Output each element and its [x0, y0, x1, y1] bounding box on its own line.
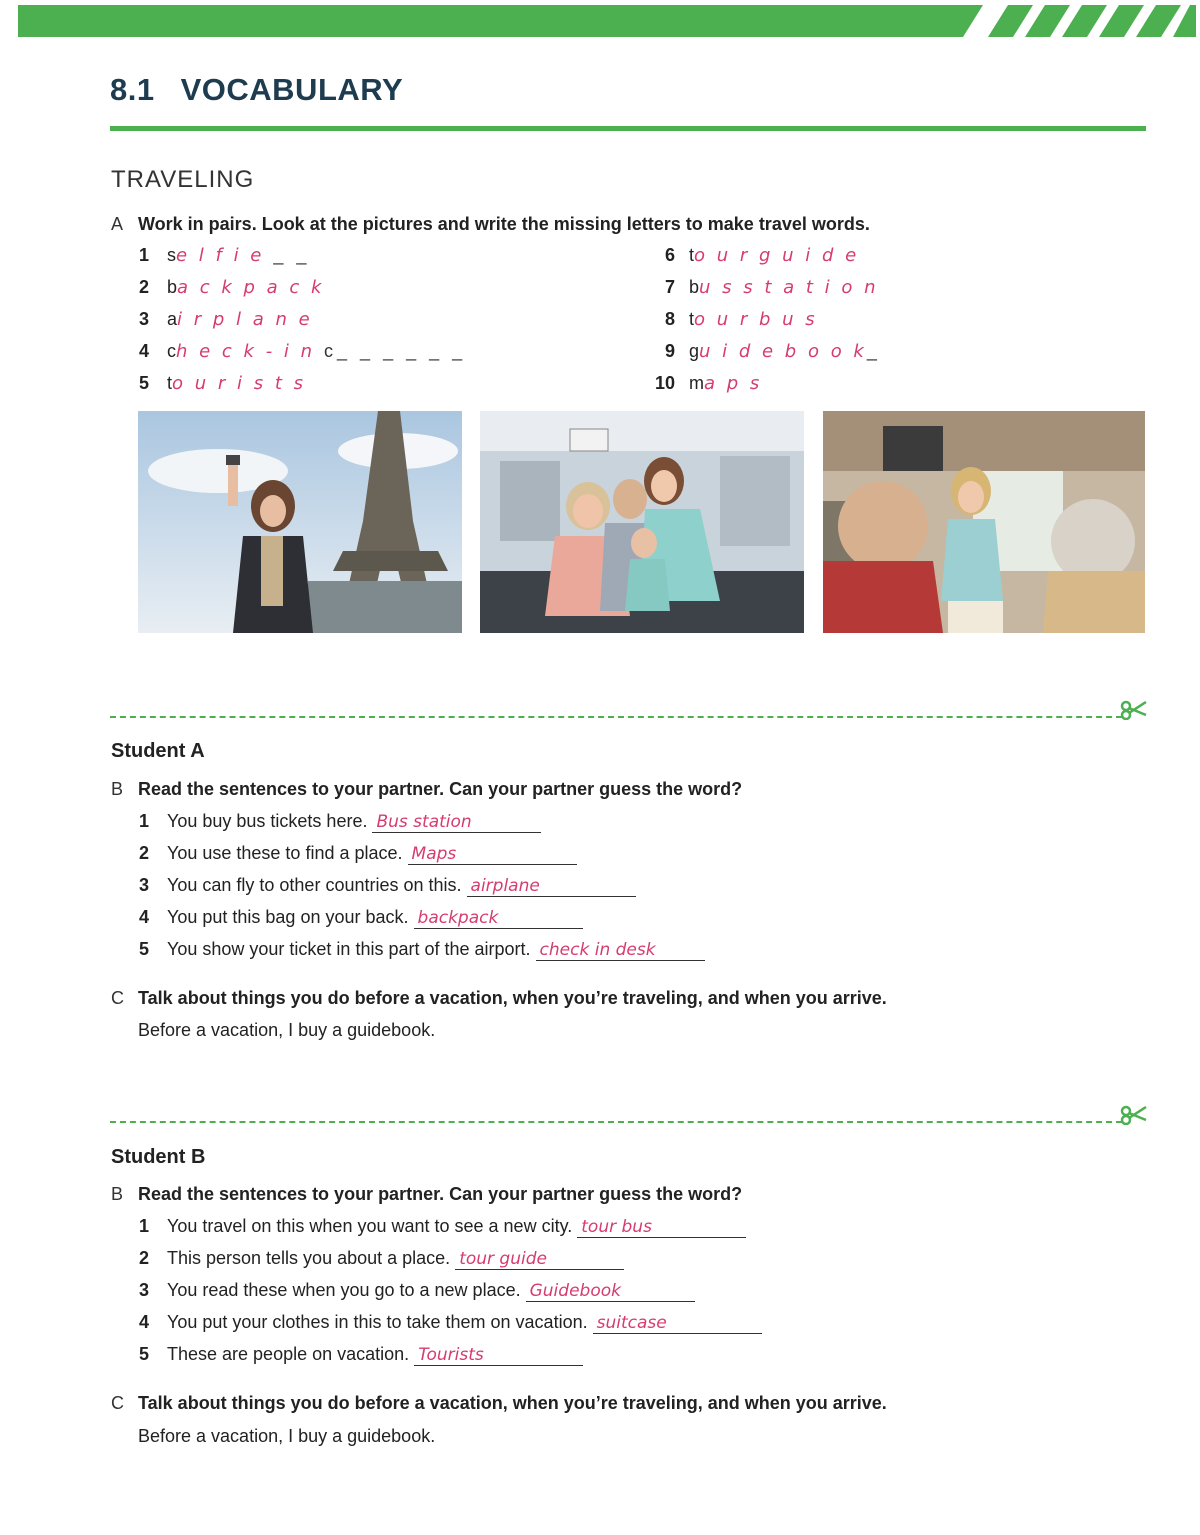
cut-line	[110, 1121, 1122, 1123]
sentence-body	[167, 1344, 583, 1366]
student-b-example: Before a vacation, I buy a guidebook.	[138, 1426, 436, 1446]
sentence-number: 5	[139, 1344, 150, 1364]
handwritten-answer[interactable]: o u r i s t s	[172, 373, 306, 394]
item-prefix: t	[689, 245, 695, 265]
sentence-number: 4	[139, 1312, 150, 1332]
item-word	[167, 245, 310, 266]
section-number: 8.1	[110, 72, 155, 107]
scissors-icon	[1120, 1103, 1148, 1125]
sentence-body	[167, 1280, 695, 1302]
item-prefix: s	[167, 245, 176, 265]
sentence-text: These are people on vacation.	[167, 1344, 410, 1364]
student-a-example: Before a vacation, I buy a guidebook.	[138, 1020, 436, 1040]
item-number: 8	[664, 309, 675, 329]
item-word	[167, 277, 324, 298]
handwritten-answer[interactable]: e l f i e	[176, 245, 265, 266]
answer-line[interactable]: tour bus	[577, 1217, 746, 1238]
sentence-number: 2	[139, 1248, 150, 1268]
page-title	[110, 72, 403, 108]
cut-line	[110, 716, 1122, 718]
exercise-letter: A	[111, 214, 124, 234]
handwritten-answer[interactable]: a p s	[704, 373, 763, 394]
item-prefix: a	[167, 309, 178, 329]
item-word	[689, 277, 879, 298]
exercise-letter: B	[111, 1184, 124, 1204]
item-number: 10	[654, 373, 675, 393]
item-word	[167, 341, 466, 362]
sentence-number: 3	[139, 1280, 150, 1300]
item-number: 6	[664, 245, 675, 265]
answer-line[interactable]: Tourists	[414, 1345, 583, 1366]
sentence-number: 1	[139, 811, 150, 831]
sentence-body	[167, 1248, 624, 1270]
item-prefix: g	[689, 341, 700, 361]
sentence-text: You put your clothes in this to take them on vacation.	[167, 1312, 588, 1332]
item-word	[689, 373, 762, 394]
sentence-body	[167, 1216, 746, 1238]
sentence-number: 1	[139, 1216, 150, 1236]
item-prefix: b	[167, 277, 178, 297]
item-number: 5	[139, 373, 150, 393]
handwritten-answer[interactable]: i r p l a n e	[177, 309, 313, 330]
sentence-text: You use these to find a place.	[167, 843, 403, 863]
exercise-letter: C	[111, 1393, 124, 1413]
sentence-body	[167, 939, 705, 961]
sentence-body	[167, 1312, 762, 1334]
instruction-text: Talk about things you do before a vacation, when you’re traveling, and when you arrive.	[138, 988, 887, 1008]
handwritten-answer[interactable]: o u r b u s	[694, 309, 818, 330]
item-prefix: c	[167, 341, 176, 361]
exercise-letter: C	[111, 988, 124, 1008]
sentence-text: This person tells you about a place.	[167, 1248, 451, 1268]
item-word	[689, 341, 881, 362]
item-prefix: t	[167, 373, 173, 393]
sentence-body	[167, 907, 583, 929]
sentence-text: You read these when you go to a new place.	[167, 1280, 521, 1300]
tour-guide-bus-photo	[823, 411, 1145, 633]
sentence-text: You travel on this when you want to see a new city.	[167, 1216, 573, 1236]
answer-line[interactable]: airplane	[467, 876, 636, 897]
sentence-number: 4	[139, 907, 150, 927]
student-a-heading: Student A	[111, 740, 205, 762]
subheading: TRAVELING	[111, 166, 255, 193]
answer-line[interactable]: Bus station	[372, 812, 541, 833]
sentence-number: 3	[139, 875, 150, 895]
instruction-text: Talk about things you do before a vacation, when you’re traveling, and when you arrive.	[138, 1393, 887, 1413]
sentence-number: 5	[139, 939, 150, 959]
item-word	[689, 309, 818, 330]
answer-line[interactable]: suitcase	[593, 1313, 762, 1334]
sentence-text: You can fly to other countries on this.	[167, 875, 462, 895]
item-word	[167, 373, 306, 394]
item-blank: c_ _ _ _ _ _	[315, 341, 467, 361]
item-prefix: b	[689, 277, 700, 297]
item-blank: _	[866, 341, 881, 361]
handwritten-answer[interactable]: u s s t a t i o n	[699, 277, 879, 298]
sentence-body	[167, 843, 577, 865]
family-selfie-airport-photo	[480, 411, 804, 633]
sentence-text: You show your ticket in this part of the airport.	[167, 939, 531, 959]
exercise-letter: B	[111, 779, 124, 799]
handwritten-answer[interactable]: o u r g u i d e	[694, 245, 860, 266]
sentence-body	[167, 875, 636, 897]
item-number: 9	[664, 341, 675, 361]
answer-line[interactable]: Maps	[408, 844, 577, 865]
answer-line[interactable]: check in desk	[536, 940, 705, 961]
title-underline	[110, 126, 1146, 131]
handwritten-answer[interactable]: u i d e b o o k	[699, 341, 867, 362]
item-blank: _ _	[264, 245, 311, 265]
sentence-body	[167, 811, 541, 833]
header-green-bar	[18, 5, 1196, 37]
sentence-number: 2	[139, 843, 150, 863]
student-b-heading: Student B	[111, 1146, 206, 1168]
item-number: 3	[139, 309, 150, 329]
handwritten-answer[interactable]: h e c k - i n	[176, 341, 316, 362]
handwritten-answer[interactable]: a c k p a c k	[177, 277, 325, 298]
scissors-icon	[1120, 698, 1148, 720]
instruction-text: Read the sentences to your partner. Can your partner guess the word?	[138, 779, 743, 799]
item-prefix: m	[689, 373, 704, 393]
selfie-eiffel-tower-photo	[138, 411, 462, 633]
answer-line[interactable]: tour guide	[455, 1249, 624, 1270]
item-word	[689, 245, 859, 266]
item-number: 7	[664, 277, 675, 297]
answer-line[interactable]: backpack	[414, 908, 583, 929]
item-number: 2	[139, 277, 150, 297]
item-word	[167, 309, 313, 330]
sentence-text: You put this bag on your back.	[167, 907, 409, 927]
instruction-text: Read the sentences to your partner. Can your partner guess the word?	[138, 1184, 743, 1204]
item-prefix: t	[689, 309, 695, 329]
instruction-text: Work in pairs. Look at the pictures and write the missing letters to make travel words.	[138, 214, 870, 234]
answer-line[interactable]: Guidebook	[526, 1281, 695, 1302]
sentence-text: You buy bus tickets here.	[167, 811, 368, 831]
item-number: 1	[139, 245, 150, 265]
item-number: 4	[139, 341, 150, 361]
section-title: VOCABULARY	[180, 72, 404, 107]
